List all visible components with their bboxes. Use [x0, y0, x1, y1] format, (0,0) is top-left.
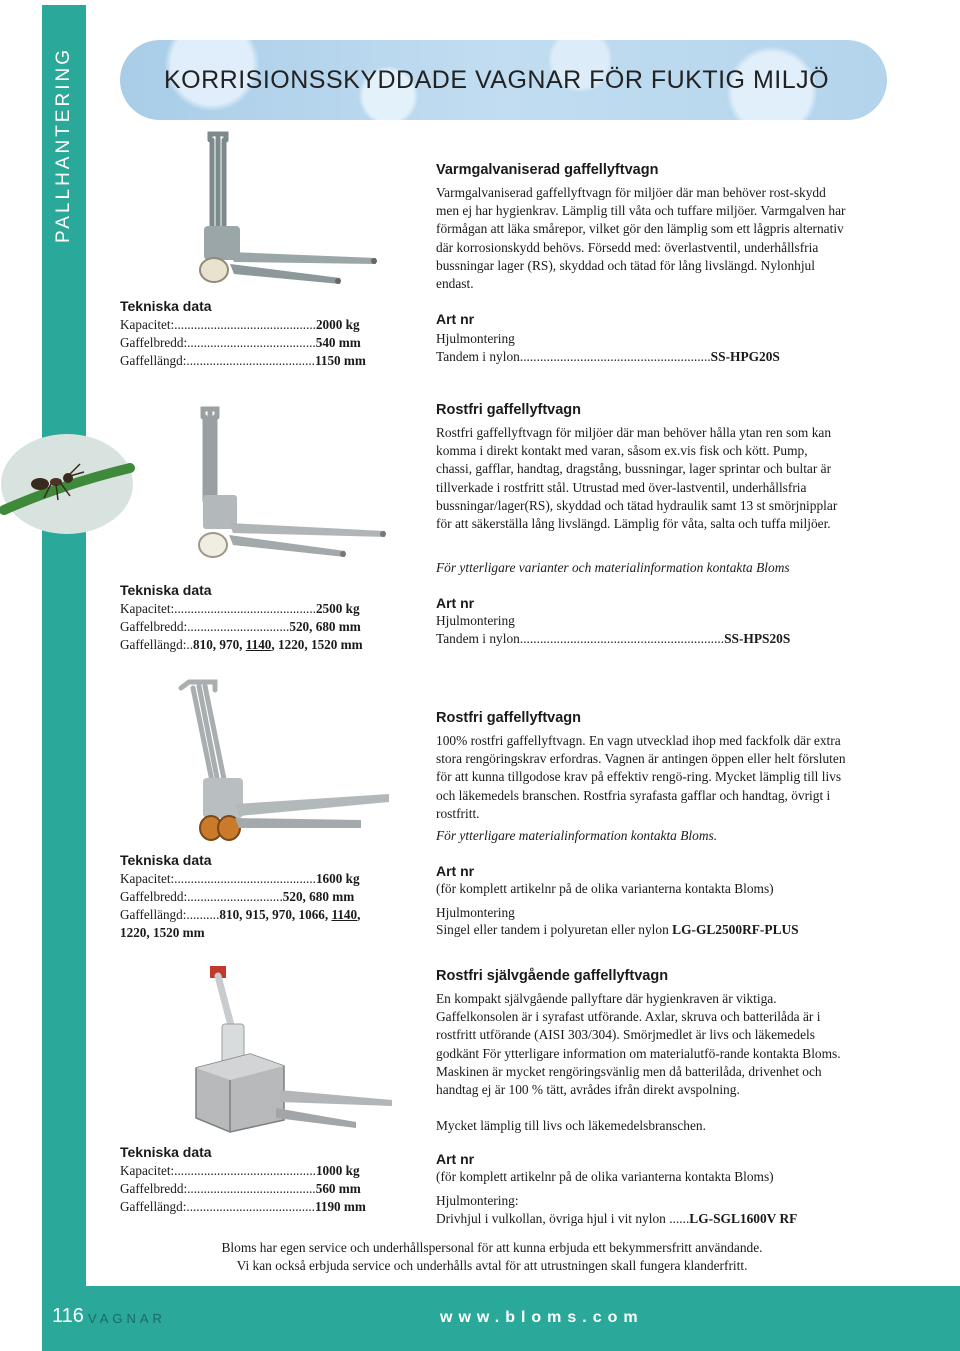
spec-value: 560 mm	[315, 1181, 361, 1196]
product-3-order-code: LG-GL2500RF-PLUS	[672, 922, 799, 937]
product-4-art-nr-text: (för komplett artikelnr på de olika varianterna kontakta Bloms)	[436, 1169, 774, 1184]
product-2-spec-capacity	[120, 600, 360, 618]
service-note-line-2: Vi kan också erbjuda service och underhålls avtal för att utrustningen skall fungera klanderfritt.	[236, 1258, 748, 1273]
spec-value: 1190 mm	[314, 1199, 366, 1214]
product-2-order-text: Tandem i nylon.............................................................	[436, 631, 725, 646]
product-4-mount-label: Hjulmontering:	[436, 1193, 519, 1208]
product-3-order-line	[436, 921, 799, 939]
product-3-mount-label: Hjulmontering	[436, 905, 515, 920]
page-banner	[120, 40, 887, 120]
sidebar-label	[42, 5, 86, 255]
page-number: 116	[52, 1305, 84, 1327]
product-3-art-nr-text: (för komplett artikelnr på de olika varianterna kontakta Bloms)	[436, 881, 774, 896]
product-2-spec-fork-width	[120, 618, 361, 636]
galvanized-pallet-truck-image	[190, 130, 390, 290]
sidebar	[42, 5, 86, 1351]
product-1-order-code: SS-HPG20S	[710, 349, 780, 364]
spec-value: 2500 kg	[315, 601, 360, 616]
product-1-spec-fork-length	[120, 352, 366, 370]
product-3-order-text: Singel eller tandem i polyuretan eller nylon	[436, 922, 673, 937]
spec-label: Gaffelbredd:...............................	[120, 619, 290, 634]
product-1-art-nr-label: Art nr	[436, 311, 475, 327]
spec-label: Kapacitet:...........................................	[120, 1163, 316, 1178]
spec-label: Gaffelbredd:.............................	[120, 889, 283, 904]
product-3-note: För ytterligare materialinformation kontakta Bloms.	[436, 828, 718, 843]
spec-label: Gaffellängd:.......................................	[120, 353, 315, 368]
stainless-pallet-truck-image-2	[175, 678, 395, 848]
spec-value: 520, 680 mm	[282, 889, 355, 904]
stainless-pallet-truck-image-1	[195, 405, 395, 565]
spec-value: , 1220, 1520 mm	[271, 637, 363, 652]
product-1-order-text: Tandem i nylon.........................................................	[436, 349, 711, 364]
product-2-note: För ytterligare varianter och materialinformation kontakta Bloms	[436, 560, 790, 575]
product-4-specs-title: Tekniska data	[120, 1144, 212, 1160]
service-note-line-1: Bloms har egen service och underhållspersonal för att kunna erbjuda ett bekymmersfritt användande.	[221, 1240, 763, 1255]
page-title: KORRISIONSSKYDDADE VAGNAR FÖR FUKTIG MILJÖ	[164, 66, 830, 94]
product-3-spec-capacity	[120, 870, 360, 888]
spec-value: 1150 mm	[314, 353, 366, 368]
product-4-spec-capacity	[120, 1162, 360, 1180]
spec-value: 520, 680 mm	[289, 619, 361, 634]
product-3-specs-title: Tekniska data	[120, 852, 212, 868]
self-propelled-pallet-truck-image	[180, 962, 395, 1142]
sidebar-label-text: PALLHANTERING	[53, 47, 74, 243]
product-1-order-line	[436, 348, 780, 366]
product-2-specs-title: Tekniska data	[120, 582, 212, 598]
product-3-spec-fork-width	[120, 888, 354, 906]
product-4-description: En kompakt självgående pallyftare där hygienkraven är viktiga. Gaffelkonsolen är i syrafast utförande. Axlar, skruva och batterilåda är i rostfritt utförande (AISI 303/304). Smörjmedlet är livs och läkemedels godkänt För ytterligare information om materialutfö-rande kontakta Bloms. Maskinen är mycket rengöringsvänlig men då batterilåda, drivenhet och handtag ej är 100 % tätt, avrådes ifrån direkt avspolning.	[436, 991, 841, 1098]
product-2-description: Rostfri gaffellyftvagn för miljöer där man behöver hålla ytan ren som kan komma i direkt kontakt med varan, såsom ex.vis fisk och kött. Pump, chassi, gafflar, handtag, dragstång, bussningar, lager sprintar och bultar är tillverkade i rostfritt stål. Utrustad med över-lastventil, underhållsfria bussningar/lager(RS), skyddad och tätad hydraulik samt 13 st smörjnipplar för att säkerställa lång livslängd. Lämplig för våta, salta och tuffa miljöer.	[436, 425, 838, 532]
product-2-order-line	[436, 630, 790, 648]
spec-label: Gaffelbredd:.......................................	[120, 1181, 316, 1196]
product-3-art-nr-label: Art nr	[436, 863, 475, 879]
spec-value: 1600 kg	[315, 871, 360, 886]
product-4-art-nr-label: Art nr	[436, 1151, 475, 1167]
product-1-description: Varmgalvaniserad gaffellyftvagn för miljöer där man behöver rost-skydd men ej har hygienkrav. Lämplig till våta och tuffare miljöer. Varmgalven har förmågan att läka smårepor, vilket gör den lämplig som ett lågpris alternativ där korrosionskydd behövs. Försedd med: överlastventil, underhållsfria bussningar lager (RS), skyddad och tätad för lång livslängd. Nylonhjul endast.	[436, 185, 846, 292]
product-3-title: Rostfri gaffellyftvagn	[436, 710, 582, 726]
website-link[interactable]: www.bloms.com	[440, 1309, 644, 1326]
product-2-mount-label: Hjulmontering	[436, 613, 515, 628]
product-1-mount-label: Hjulmontering	[436, 331, 515, 346]
product-1-specs-title: Tekniska data	[120, 298, 212, 314]
ant-on-leaf-image	[0, 432, 135, 537]
spec-value: 810, 915, 970, 1066,	[219, 907, 332, 922]
product-3-spec-fork-length	[120, 906, 360, 924]
spec-value: 1000 kg	[315, 1163, 360, 1178]
product-2-order-code: SS-HPS20S	[724, 631, 791, 646]
spec-label: Kapacitet:...........................................	[120, 871, 316, 886]
product-3-spec-fork-length-cont	[120, 924, 205, 942]
spec-label: Kapacitet:...........................................	[120, 601, 316, 616]
product-1-spec-fork-width	[120, 334, 361, 352]
product-4-order-text: Drivhjul i vulkollan, övriga hjul i vit nylon ......	[436, 1211, 690, 1226]
product-1-title: Varmgalvaniserad gaffellyftvagn	[436, 162, 659, 178]
product-3-description: 100% rostfri gaffellyftvagn. En vagn utvecklad ihop med fackfolk där extra stora rengöringskrav erfordras. Vagnen är antingen öppen eller helt försluten för att kunna tillgodose krav på effektiv rengö-ring. Mycket lämplig till livs och läkemedels branschen. Rostfria syrafasta gafflar och handtag, övrigt i rostfritt.	[436, 733, 846, 821]
section-name: VAGNAR	[88, 1311, 166, 1326]
product-4-description-2: Mycket lämplig till livs och läkemedelsbranschen.	[436, 1118, 706, 1133]
spec-value: 810, 970,	[193, 637, 246, 652]
product-2-spec-fork-length	[120, 636, 363, 654]
spec-label: Gaffellängd:..	[120, 637, 193, 652]
product-4-spec-fork-width	[120, 1180, 361, 1198]
product-1-spec-capacity	[120, 316, 360, 334]
spec-value: 540 mm	[315, 335, 361, 350]
spec-value: 2000 kg	[315, 317, 360, 332]
spec-label: Kapacitet:...........................................	[120, 317, 316, 332]
product-4-order-line	[436, 1210, 797, 1228]
product-4-spec-fork-length	[120, 1198, 366, 1216]
spec-label: Gaffelbredd:.......................................	[120, 335, 316, 350]
product-2-title: Rostfri gaffellyftvagn	[436, 402, 582, 418]
product-4-order-code: LG-SGL1600V RF	[689, 1211, 798, 1226]
product-4-title: Rostfri självgående gaffellyftvagn	[436, 968, 669, 984]
spec-label: Gaffellängd:..........	[120, 907, 220, 922]
spec-value-underlined: 1140	[245, 637, 272, 652]
spec-value: ,	[357, 907, 361, 922]
product-2-art-nr-label: Art nr	[436, 595, 475, 611]
spec-value-underlined: 1140	[331, 907, 358, 922]
spec-value: 1220, 1520 mm	[120, 925, 205, 940]
spec-label: Gaffellängd:.......................................	[120, 1199, 315, 1214]
